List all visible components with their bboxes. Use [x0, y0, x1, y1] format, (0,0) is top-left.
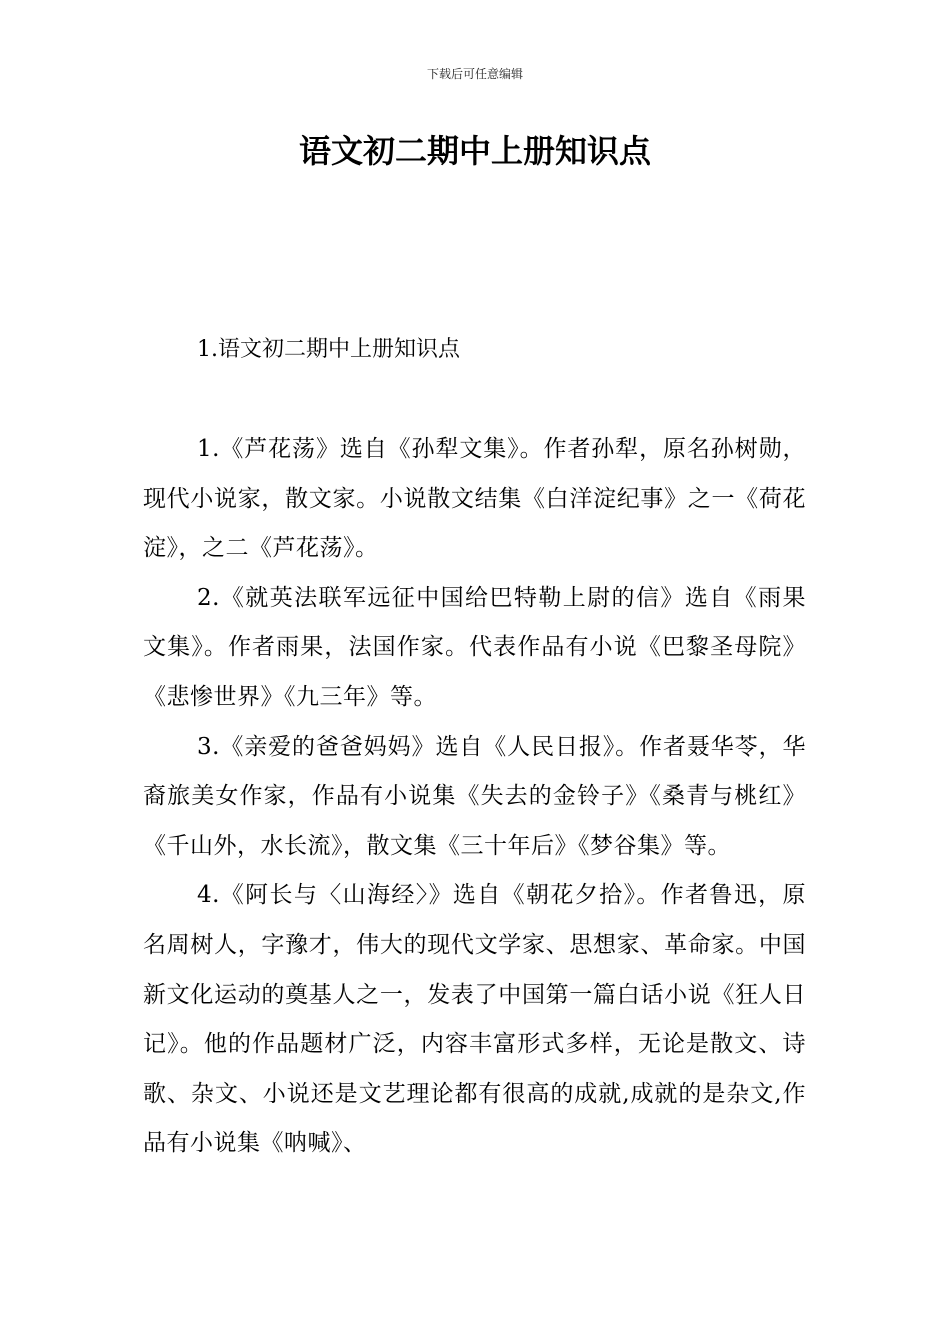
paragraph-1: 1.《芦花荡》选自《孙犁文集》。作者孙犁，原名孙树勋，现代小说家，散文家。小说散文结集《白洋淀纪事》之一《荷花淀》，之二《芦花荡》。: [143, 436, 806, 562]
paragraph-2: 2.《就英法联军远征中国给巴特勒上尉的信》选自《雨果文集》。作者雨果，法国作家。代表作品有小说《巴黎圣母院》《悲惨世界》《九三年》等。: [143, 584, 806, 710]
paragraph-4: 4.《阿长与〈山海经〉》选自《朝花夕拾》。作者鲁迅，原名周树人，字豫才，伟大的现代文学家、思想家、革命家。中国新文化运动的奠基人之一，发表了中国第一篇白话小说《狂人日记》。他的作品题材广泛，内容丰富形式多样，无论是散文、诗歌、杂文、小说还是文艺理论都有很高的成就,成就的是杂文,作品有小说集《呐喊》、: [143, 882, 806, 1157]
section-heading: 1.语文初二期中上册知识点: [197, 337, 460, 362]
paragraph-3: 3.《亲爱的爸爸妈妈》选自《人民日报》。作者聂华苓，华裔旅美女作家，作品有小说集《失去的金铃子》《桑青与桃红》《千山外，水长流》，散文集《三十年后》《梦谷集》等。: [143, 733, 806, 859]
header-note: 下载后可任意编辑: [426, 67, 523, 81]
document-body: [143, 425, 806, 1169]
document-title: 语文初二期中上册知识点: [298, 132, 651, 170]
